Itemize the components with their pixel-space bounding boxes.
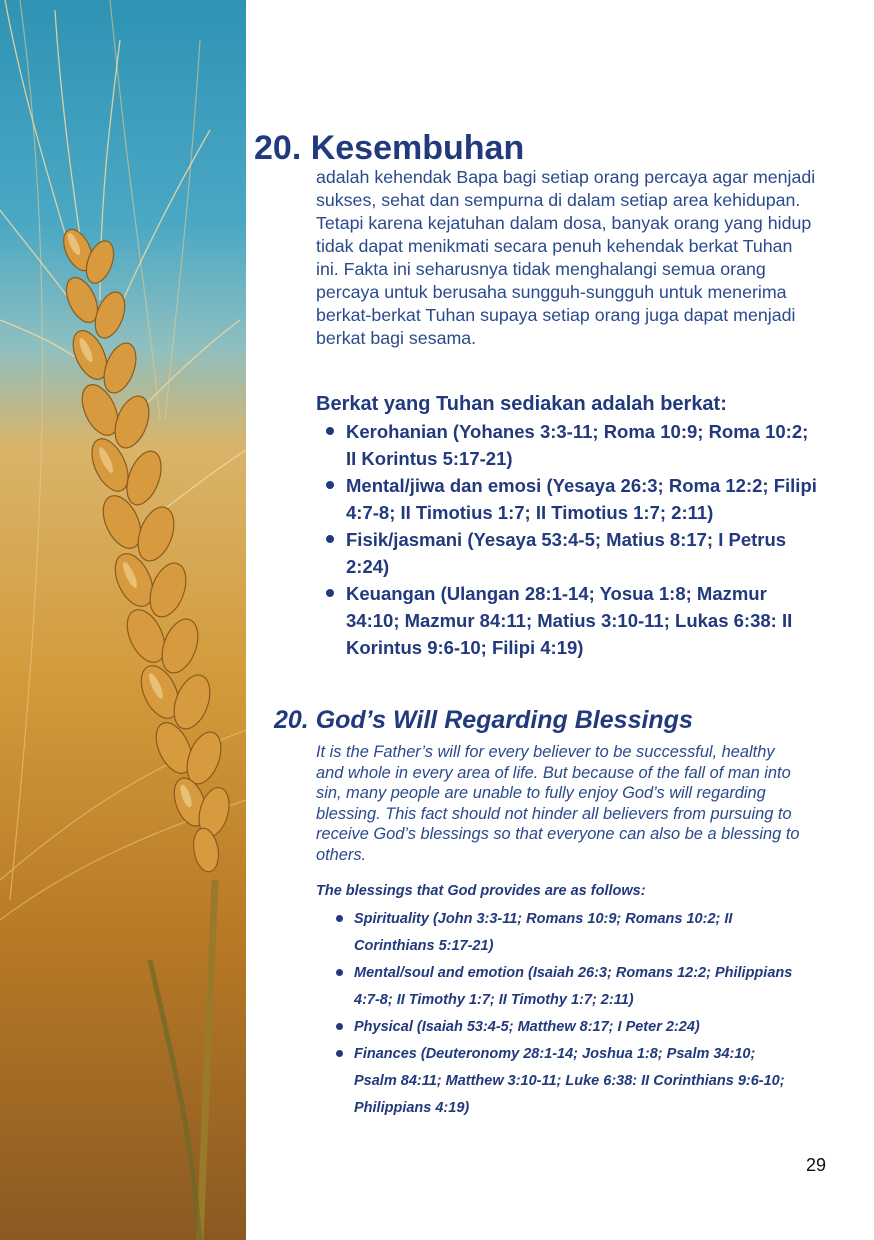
wheat-illustration — [0, 0, 246, 1240]
blessings-list-indonesian — [320, 418, 820, 661]
list-item: Mental/jiwa dan emosi (Yesaya 26:3; Roma 12:2; Filipi 4:7-8; II Timotius 1:7; II Timotius 1:7; 2:11) — [320, 472, 820, 526]
subheading-indonesian: Berkat yang Tuhan sediakan adalah berkat: — [316, 393, 727, 415]
paragraph-english: It is the Father’s will for every believer to be successful, healthy and whole in every area of life. But because of the fall of man into sin, many people are unable to fully enjoy God’s will regarding blessing. This fact should not hinder all believers from pursuing to receive God’s blessings so that everyone can also be a blessing to others. — [316, 743, 800, 864]
list-item: Finances (Deuteronomy 28:1-14; Joshua 1:8; Psalm 34:10; Psalm 84:11; Matthew 3:10-11; Luke 6:38: II Corinthians 9:6-10; Philippians 4:19) — [330, 1041, 800, 1122]
subheading-english: The blessings that God provides are as follows: — [316, 883, 646, 899]
wheat-stalk-photo — [0, 0, 246, 1240]
section-title-english: 20. God’s Will Regarding Blessings — [274, 706, 693, 734]
list-item: Kerohanian (Yohanes 3:3-11; Roma 10:9; Roma 10:2; II Korintus 5:17-21) — [320, 418, 820, 472]
list-item: Physical (Isaiah 53:4-5; Matthew 8:17; I Peter 2:24) — [330, 1014, 800, 1041]
list-item: Fisik/jasmani (Yesaya 53:4-5; Matius 8:17; I Petrus 2:24) — [320, 526, 820, 580]
list-item: Mental/soul and emotion (Isaiah 26:3; Romans 12:2; Philippians 4:7-8; II Timothy 1:7; II Timothy 1:7; 2:11) — [330, 960, 800, 1014]
list-item: Spirituality (John 3:3-11; Romans 10:9; Romans 10:2; II Corinthians 5:17-21) — [330, 906, 800, 960]
page-number: 29 — [806, 1155, 827, 1175]
blessings-list-english — [330, 906, 800, 1122]
list-item: Keuangan (Ulangan 28:1-14; Yosua 1:8; Mazmur 34:10; Mazmur 84:11; Matius 3:10-11; Lukas 6:38: II Korintus 9:6-10; Filipi 4:19) — [320, 580, 820, 661]
paragraph-indonesian: adalah kehendak Bapa bagi setiap orang percaya agar menjadi sukses, sehat dan sempurna di dalam setiap area kehidupan. Tetapi karena kejatuhan dalam dosa, banyak orang yang hidup tidak dapat menikmati secara penuh kehendak berkat Tuhan ini. Fakta ini seharusnya tidak menghalangi semua orang percaya untuk berusaha sungguh-sungguh untuk menerima berkat-berkat Tuhan supaya setiap orang juga dapat menjadi berkat bagi sesama. — [316, 167, 816, 348]
section-title-indonesian: 20. Kesembuhan — [254, 129, 525, 167]
